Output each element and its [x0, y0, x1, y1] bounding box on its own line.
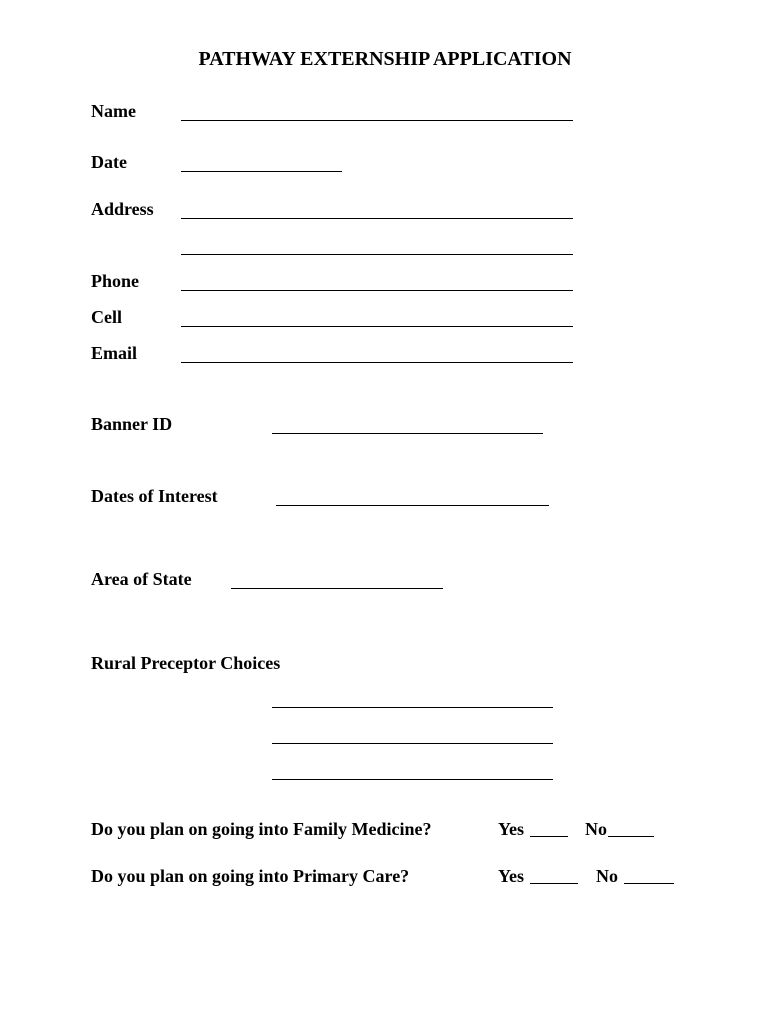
primary-care-question: Do you plan on going into Primary Care?: [91, 866, 410, 886]
primary-care-no: [596, 866, 674, 887]
dates-of-interest-label: Dates of Interest: [91, 486, 218, 506]
preceptor-choice-2-field[interactable]: [272, 743, 553, 744]
dates-of-interest-field[interactable]: [276, 505, 549, 506]
address-field-line-2[interactable]: [181, 254, 573, 255]
primary-care-yes-blank[interactable]: [530, 883, 578, 884]
banner-id-label: Banner ID: [91, 414, 173, 434]
no-label: No: [585, 819, 607, 839]
yes-label: Yes: [498, 866, 524, 886]
family-medicine-question: Do you plan on going into Family Medicine?: [91, 819, 432, 839]
cell-field[interactable]: [181, 326, 573, 327]
phone-field[interactable]: [181, 290, 573, 291]
name-field[interactable]: [181, 120, 573, 121]
primary-care-no-blank[interactable]: [624, 883, 674, 884]
family-medicine-yes-blank[interactable]: [530, 836, 568, 837]
family-medicine-no-blank[interactable]: [608, 836, 654, 837]
area-of-state-label: Area of State: [91, 569, 192, 589]
preceptor-choice-1-field[interactable]: [272, 707, 553, 708]
email-field[interactable]: [181, 362, 573, 363]
page-title: PATHWAY EXTERNSHIP APPLICATION: [198, 48, 572, 70]
address-label: Address: [91, 199, 154, 219]
name-label: Name: [91, 101, 136, 121]
email-label: Email: [91, 343, 138, 363]
preceptor-choice-3-field[interactable]: [272, 779, 553, 780]
date-field[interactable]: [181, 171, 342, 172]
primary-care-yes: [498, 866, 578, 887]
date-label: Date: [91, 152, 127, 172]
no-label: No: [596, 866, 618, 886]
family-medicine-yes: [498, 819, 568, 840]
banner-id-field[interactable]: [272, 433, 543, 434]
address-field-line-1[interactable]: [181, 218, 573, 219]
rural-preceptor-choices-label: Rural Preceptor Choices: [91, 653, 281, 673]
area-of-state-field[interactable]: [231, 588, 443, 589]
cell-label: Cell: [91, 307, 122, 327]
phone-label: Phone: [91, 271, 140, 291]
family-medicine-no: [585, 819, 654, 840]
yes-label: Yes: [498, 819, 524, 839]
